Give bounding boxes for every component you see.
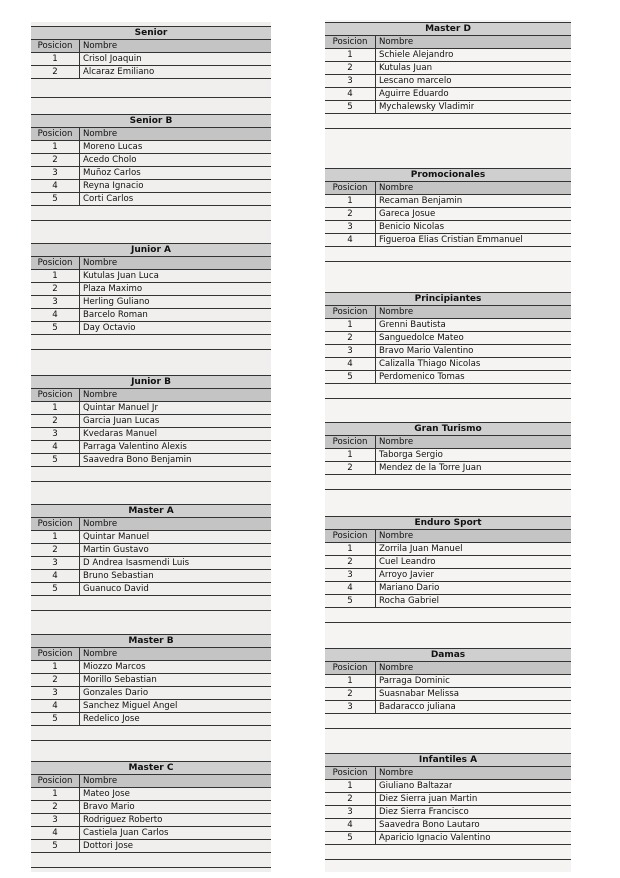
name-cell: Muñoz Carlos [83, 168, 141, 178]
name-cell: Taborga Sergio [379, 450, 443, 460]
position-cell: 1 [31, 788, 80, 800]
header-nombre: Nombre [379, 531, 414, 541]
position-cell: 4 [31, 180, 80, 192]
name-cell: Kutulas Juan Luca [83, 271, 159, 281]
position-cell: 3 [31, 814, 80, 826]
table-row [325, 449, 571, 462]
table-header-row [31, 775, 271, 788]
position-cell: 1 [325, 780, 376, 792]
table-row [31, 700, 271, 713]
table-row [31, 557, 271, 570]
table-row [31, 441, 271, 454]
position-cell: 5 [325, 371, 376, 383]
table-row [31, 583, 271, 596]
name-cell: Castiela Juan Carlos [83, 828, 169, 838]
name-cell: Arroyo Javier [379, 570, 435, 580]
position-cell: 3 [325, 345, 376, 357]
table-row [31, 454, 271, 467]
table-row [325, 49, 571, 62]
table-row [31, 428, 271, 441]
header-nombre: Nombre [83, 776, 118, 786]
name-cell: Redelico Jose [83, 714, 140, 724]
table-header-row [325, 662, 571, 675]
header-nombre: Nombre [83, 41, 118, 51]
name-cell: Quintar Manuel [83, 532, 150, 542]
table-row [325, 582, 571, 595]
category-table [31, 761, 271, 868]
name-cell: Aparicio Ignacio Valentino [379, 833, 491, 843]
category-table [31, 375, 271, 482]
table-spacer [31, 726, 271, 741]
name-cell: Suasnabar Melissa [379, 689, 460, 699]
position-cell: 1 [31, 53, 80, 65]
category-table [31, 114, 271, 221]
position-cell: 3 [31, 687, 80, 699]
table-spacer [325, 608, 571, 623]
table-row [325, 358, 571, 371]
table-row [31, 66, 271, 79]
name-cell: Miozzo Marcos [83, 662, 146, 672]
category-table [325, 292, 571, 399]
table-row [325, 345, 571, 358]
category-title: Master C [31, 761, 271, 775]
name-cell: Aguirre Eduardo [379, 89, 449, 99]
table-header-row [31, 389, 271, 402]
position-cell: 3 [325, 569, 376, 581]
position-cell: 2 [325, 793, 376, 805]
category-title: Master B [31, 634, 271, 648]
name-cell: Quintar Manuel Jr [83, 403, 158, 413]
position-cell: 4 [325, 234, 376, 246]
category-table [31, 634, 271, 741]
table-row [325, 462, 571, 475]
table-row [325, 832, 571, 845]
name-cell: Benicio Nicolas [379, 222, 445, 232]
header-posicion: Posicion [325, 306, 376, 318]
table-row [325, 595, 571, 608]
position-cell: 4 [31, 827, 80, 839]
position-cell: 5 [31, 193, 80, 205]
table-row [325, 62, 571, 75]
name-cell: Gareca Josue [379, 209, 436, 219]
position-cell: 5 [31, 322, 80, 334]
header-nombre: Nombre [379, 768, 414, 778]
category-table [325, 22, 571, 129]
table-row [31, 840, 271, 853]
table-row [31, 167, 271, 180]
position-cell: 5 [325, 101, 376, 113]
table-header-row [325, 436, 571, 449]
table-row [31, 687, 271, 700]
name-cell: Reyna Ignacio [83, 181, 144, 191]
name-cell: Mendez de la Torre Juan [379, 463, 482, 473]
position-cell: 1 [31, 661, 80, 673]
table-row [31, 154, 271, 167]
name-cell: Morillo Sebastian [83, 675, 157, 685]
table-row [325, 793, 571, 806]
name-cell: Acedo Cholo [83, 155, 137, 165]
category-table [31, 26, 271, 98]
category-title: Damas [325, 648, 571, 662]
header-nombre: Nombre [379, 437, 414, 447]
position-cell: 1 [325, 195, 376, 207]
category-title: Promocionales [325, 168, 571, 182]
name-cell: Guanuco David [83, 584, 149, 594]
position-cell: 5 [31, 713, 80, 725]
table-row [325, 101, 571, 114]
header-nombre: Nombre [83, 649, 118, 659]
position-cell: 3 [325, 701, 376, 713]
name-cell: Alcaraz Emiliano [83, 67, 155, 77]
name-cell: Perdomenico Tomas [379, 372, 465, 382]
table-row [31, 415, 271, 428]
table-row [325, 234, 571, 247]
name-cell: Parraga Valentino Alexis [83, 442, 187, 452]
position-cell: 2 [325, 688, 376, 700]
position-cell: 3 [31, 167, 80, 179]
table-row [325, 701, 571, 714]
table-spacer [325, 114, 571, 129]
name-cell: Mateo Jose [83, 789, 130, 799]
position-cell: 1 [325, 319, 376, 331]
position-cell: 3 [31, 428, 80, 440]
table-row [31, 141, 271, 154]
name-cell: Rodriguez Roberto [83, 815, 163, 825]
name-cell: Gonzales Dario [83, 688, 149, 698]
position-cell: 2 [31, 154, 80, 166]
category-table [31, 243, 271, 350]
header-posicion: Posicion [325, 436, 376, 448]
category-title: Junior A [31, 243, 271, 257]
table-row [325, 819, 571, 832]
table-row [31, 53, 271, 66]
header-nombre: Nombre [83, 258, 118, 268]
table-row [31, 193, 271, 206]
table-spacer [325, 714, 571, 729]
table-spacer [325, 247, 571, 262]
table-header-row [325, 306, 571, 319]
category-title: Enduro Sport [325, 516, 571, 530]
category-title: Master A [31, 504, 271, 518]
name-cell: Cuel Leandro [379, 557, 436, 567]
position-cell: 4 [31, 441, 80, 453]
header-posicion: Posicion [325, 662, 376, 674]
name-cell: Plaza Maximo [83, 284, 143, 294]
table-row [325, 675, 571, 688]
name-cell: Bruno Sebastian [83, 571, 154, 581]
table-row [31, 674, 271, 687]
position-cell: 1 [31, 402, 80, 414]
name-cell: Bravo Mario Valentino [379, 346, 474, 356]
name-cell: Herling Guliano [83, 297, 150, 307]
position-cell: 4 [31, 309, 80, 321]
name-cell: Sanguedolce Mateo [379, 333, 464, 343]
position-cell: 5 [31, 583, 80, 595]
table-row [31, 713, 271, 726]
header-posicion: Posicion [31, 518, 80, 530]
name-cell: Recaman Benjamin [379, 196, 463, 206]
position-cell: 4 [31, 700, 80, 712]
table-row [31, 570, 271, 583]
position-cell: 3 [325, 221, 376, 233]
position-cell: 1 [31, 531, 80, 543]
position-cell: 2 [31, 66, 80, 78]
name-cell: Dottori Jose [83, 841, 134, 851]
table-header-row [325, 767, 571, 780]
table-row [31, 309, 271, 322]
position-cell: 1 [325, 449, 376, 461]
position-cell: 3 [31, 557, 80, 569]
table-row [325, 371, 571, 384]
category-title: Senior B [31, 114, 271, 128]
name-cell: Figueroa Elias Cristian Emmanuel [379, 235, 523, 245]
table-row [325, 569, 571, 582]
name-cell: Calizalla Thiago Nicolas [379, 359, 481, 369]
table-row [31, 402, 271, 415]
position-cell: 5 [31, 840, 80, 852]
table-header-row [325, 182, 571, 195]
table-row [31, 531, 271, 544]
position-cell: 4 [325, 819, 376, 831]
position-cell: 4 [31, 570, 80, 582]
table-header-row [325, 36, 571, 49]
table-spacer [31, 79, 271, 98]
position-cell: 4 [325, 358, 376, 370]
name-cell: Crisol Joaquin [83, 54, 142, 64]
table-row [325, 195, 571, 208]
table-row [31, 270, 271, 283]
position-cell: 4 [325, 88, 376, 100]
name-cell: Diez Sierra juan Martin [379, 794, 478, 804]
table-row [31, 661, 271, 674]
table-spacer [31, 335, 271, 350]
table-row [31, 322, 271, 335]
name-cell: D Andrea Isasmendi Luis [83, 558, 190, 568]
table-spacer [31, 853, 271, 868]
header-posicion: Posicion [31, 128, 80, 140]
position-cell: 5 [325, 595, 376, 607]
position-cell: 2 [325, 208, 376, 220]
header-posicion: Posicion [31, 775, 80, 787]
table-spacer [31, 467, 271, 482]
name-cell: Diez Sierra Francisco [379, 807, 469, 817]
position-cell: 1 [325, 49, 376, 61]
table-row [325, 543, 571, 556]
header-posicion: Posicion [31, 389, 80, 401]
table-row [325, 556, 571, 569]
name-cell: Schiele Alejandro [379, 50, 454, 60]
name-cell: Garcia Juan Lucas [83, 416, 160, 426]
name-cell: Moreno Lucas [83, 142, 143, 152]
category-title: Master D [325, 22, 571, 36]
name-cell: Parraga Dominic [379, 676, 450, 686]
table-row [325, 332, 571, 345]
table-row [31, 296, 271, 309]
name-cell: Mychalewsky Vladimir [379, 102, 475, 112]
table-row [325, 319, 571, 332]
position-cell: 2 [325, 332, 376, 344]
table-header-row [31, 40, 271, 53]
position-cell: 3 [325, 75, 376, 87]
table-row [325, 780, 571, 793]
table-header-row [31, 257, 271, 270]
category-table [325, 422, 571, 490]
position-cell: 5 [325, 832, 376, 844]
table-row [31, 788, 271, 801]
name-cell: Saavedra Bono Lautaro [379, 820, 480, 830]
name-cell: Giuliano Baltazar [379, 781, 453, 791]
position-cell: 1 [31, 270, 80, 282]
position-cell: 2 [325, 462, 376, 474]
header-posicion: Posicion [325, 530, 376, 542]
category-title: Senior [31, 26, 271, 40]
position-cell: 4 [325, 582, 376, 594]
category-title: Principiantes [325, 292, 571, 306]
category-table [325, 753, 571, 860]
table-spacer [325, 845, 571, 860]
name-cell: Mariano Dario [379, 583, 440, 593]
table-row [325, 208, 571, 221]
header-nombre: Nombre [83, 129, 118, 139]
header-nombre: Nombre [379, 307, 414, 317]
position-cell: 2 [31, 544, 80, 556]
table-header-row [31, 128, 271, 141]
table-row [325, 688, 571, 701]
table-row [31, 544, 271, 557]
name-cell: Sanchez Miguel Angel [83, 701, 178, 711]
table-row [31, 827, 271, 840]
category-table [325, 168, 571, 262]
name-cell: Corti Carlos [83, 194, 134, 204]
table-row [31, 814, 271, 827]
table-row [325, 806, 571, 819]
header-posicion: Posicion [31, 648, 80, 660]
category-title: Gran Turismo [325, 422, 571, 436]
name-cell: Barcelo Roman [83, 310, 148, 320]
position-cell: 1 [31, 141, 80, 153]
position-cell: 2 [31, 801, 80, 813]
category-table [31, 504, 271, 611]
header-posicion: Posicion [325, 36, 376, 48]
name-cell: Kvedaras Manuel [83, 429, 157, 439]
category-title: Infantiles A [325, 753, 571, 767]
category-table [325, 648, 571, 729]
table-row [31, 283, 271, 296]
position-cell: 2 [325, 556, 376, 568]
name-cell: Saavedra Bono Benjamin [83, 455, 192, 465]
table-row [31, 801, 271, 814]
name-cell: Badaracco juliana [379, 702, 456, 712]
name-cell: Kutulas Juan [379, 63, 433, 73]
header-posicion: Posicion [31, 257, 80, 269]
left-column [31, 22, 271, 872]
name-cell: Zorrila Juan Manuel [379, 544, 463, 554]
table-row [325, 88, 571, 101]
category-table [325, 516, 571, 623]
header-nombre: Nombre [379, 663, 414, 673]
category-title: Junior B [31, 375, 271, 389]
table-spacer [31, 596, 271, 611]
name-cell: Martin Gustavo [83, 545, 149, 555]
position-cell: 2 [31, 415, 80, 427]
header-nombre: Nombre [379, 183, 414, 193]
table-header-row [325, 530, 571, 543]
table-spacer [31, 206, 271, 221]
name-cell: Bravo Mario [83, 802, 135, 812]
position-cell: 2 [31, 283, 80, 295]
table-row [325, 75, 571, 88]
position-cell: 3 [325, 806, 376, 818]
header-posicion: Posicion [31, 40, 80, 52]
position-cell: 1 [325, 675, 376, 687]
header-posicion: Posicion [325, 767, 376, 779]
position-cell: 3 [31, 296, 80, 308]
position-cell: 5 [31, 454, 80, 466]
header-posicion: Posicion [325, 182, 376, 194]
right-column [325, 20, 571, 872]
header-nombre: Nombre [83, 519, 118, 529]
name-cell: Rocha Gabriel [379, 596, 439, 606]
table-header-row [31, 518, 271, 531]
name-cell: Day Octavio [83, 323, 136, 333]
header-nombre: Nombre [83, 390, 118, 400]
table-spacer [325, 384, 571, 399]
table-row [325, 221, 571, 234]
table-header-row [31, 648, 271, 661]
position-cell: 1 [325, 543, 376, 555]
table-row [31, 180, 271, 193]
name-cell: Lescano marcelo [379, 76, 452, 86]
header-nombre: Nombre [379, 37, 414, 47]
position-cell: 2 [31, 674, 80, 686]
position-cell: 2 [325, 62, 376, 74]
table-spacer [325, 475, 571, 490]
name-cell: Grenni Bautista [379, 320, 446, 330]
